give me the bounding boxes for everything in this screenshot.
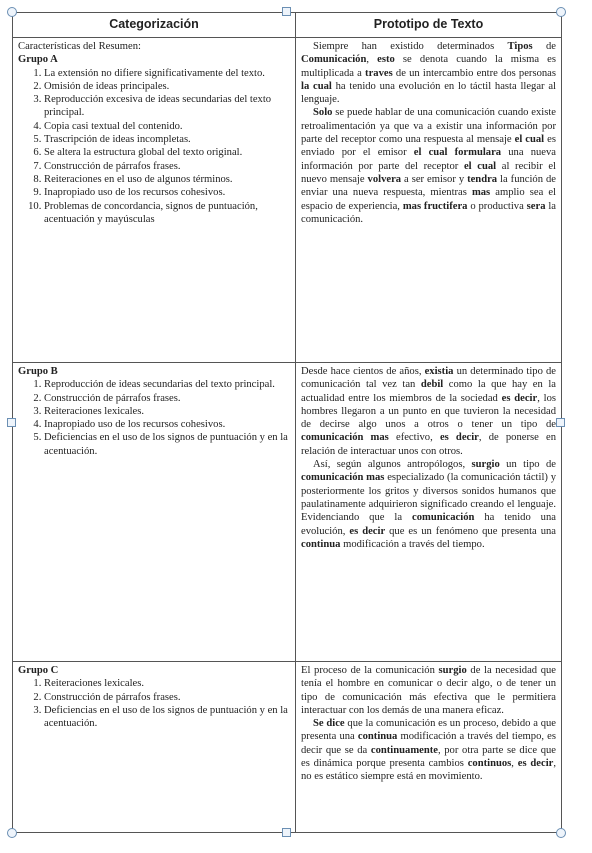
summary-features-label: Características del Resumen: bbox=[18, 41, 141, 52]
resize-handle-bottom-center[interactable] bbox=[282, 828, 291, 837]
list-item: 3. Reiteraciones lexicales. bbox=[44, 405, 290, 418]
group-b-title: Grupo B bbox=[18, 366, 58, 377]
prototype-paragraph: Desde hace cientos de años, existia un determinado tipo de comunicación tal vez tan debil como la que hay en la actualidad entre los miembros de la sociedad es decir, los hombres llegaron a un punto en que tuvieron la necesidad de decirse algo unos a otros o tener un tipo de comunicación mas efectivo, es decir, de ponerse en relación de interactuar unos con otros. bbox=[301, 366, 557, 457]
prototype-paragraph: Se dice que la comunicación es un proceso, debido a que presenta una continua modificación a través del tiempo, es decir que se da continuamente, por otra parte se dice que es dinámica porque presenta cambios continuos, es decir, no es estático siempre está en movimiento. bbox=[301, 718, 557, 783]
group-c-list bbox=[18, 677, 290, 730]
list-item: 3. Reproducción excesiva de ideas secundarias del texto principal. bbox=[44, 93, 290, 120]
list-item: 2. Construcción de párrafos frases. bbox=[44, 392, 290, 405]
list-item: 3. Deficiencias en el uso de los signos de puntuación y en la acentuación. bbox=[44, 704, 290, 731]
comparison-table bbox=[12, 12, 562, 833]
table-row bbox=[13, 662, 562, 833]
list-item: 5. Trascripción de ideas incompletas. bbox=[44, 133, 290, 146]
list-item: 2. Omisión de ideas principales. bbox=[44, 80, 290, 93]
list-item: 7. Construcción de párrafos frases. bbox=[44, 160, 290, 173]
resize-handle-middle-left[interactable] bbox=[7, 418, 16, 427]
prototype-paragraph: Solo se puede hablar de una comunicación cuando existe retroalimentación ya que va a existir una información por parte del receptor como una respuesta al mensaje el cual es enviado por el emisor el cual formulara una nueva información por parte del receptor el cual al recibir el nuevo mensaje volvera a ser emisor y tendra la función de enviar una nueva respuesta, mientras mas amplio sea el espacio de experiencia, mas fructifera o productiva sera la comunicación. bbox=[301, 107, 557, 225]
list-item: 2. Construcción de párrafos frases. bbox=[44, 691, 290, 704]
header-row bbox=[13, 13, 562, 38]
header-categorizacion: Categorización bbox=[13, 13, 296, 38]
list-item: 4. Inapropiado uso de los recursos cohesivos. bbox=[44, 418, 290, 431]
resize-handle-top-right[interactable] bbox=[556, 7, 566, 17]
right-cell-c bbox=[296, 662, 562, 833]
group-a-title: Grupo A bbox=[18, 54, 58, 66]
resize-handle-bottom-left[interactable] bbox=[7, 828, 17, 838]
list-item: 9. Inapropiado uso de los recursos cohesivos. bbox=[44, 186, 290, 199]
prototype-paragraph: Así, según algunos antropólogos, surgio un tipo de comunicación mas especializado (la comunicación táctil) y posteriormente los gritos y diversos sonidos humanos que paulatinamente adquirieron significado creando el lenguaje. Evidenciando que la comunicación ha tenido una evolución, es decir que es un fenómeno que presenta una continua modificación a través del tiempo. bbox=[301, 459, 556, 550]
prototype-paragraph: Siempre han existido determinados Tipos de Comunicación, esto se denota cuando la misma es multiplicada a traves de un intercambio entre dos personas la cual ha tenido una evolución en lo táctil hasta llegar al lenguaje. bbox=[301, 41, 557, 106]
list-item: 1. La extensión no difiere significativamente del texto. bbox=[44, 67, 290, 80]
group-a-list bbox=[18, 67, 290, 227]
list-item: 8. Reiteraciones en el uso de algunos términos. bbox=[44, 173, 290, 186]
prototype-paragraph: El proceso de la comunicación surgio de la necesidad que tenía el hombre en comunicar o decir algo, o de tener un tipo de comunicación más efectiva que le permitiera interactuar con los demás de una manera eficaz. bbox=[301, 665, 556, 716]
resize-handle-top-center[interactable] bbox=[282, 7, 291, 16]
table-row bbox=[13, 38, 562, 363]
list-item: 1. Reproducción de ideas secundarias del texto principal. bbox=[44, 378, 290, 391]
right-cell-b bbox=[296, 363, 562, 662]
header-prototipo: Prototipo de Texto bbox=[296, 13, 562, 38]
resize-handle-top-left[interactable] bbox=[7, 7, 17, 17]
group-b-list bbox=[18, 378, 290, 458]
list-item: 10. Problemas de concordancia, signos de puntuación, acentuación y mayúsculas bbox=[44, 200, 290, 227]
group-c-title: Grupo C bbox=[18, 665, 59, 676]
right-cell-a bbox=[296, 38, 562, 363]
resize-handle-bottom-right[interactable] bbox=[556, 828, 566, 838]
left-cell-c bbox=[13, 662, 296, 833]
list-item: 1. Reiteraciones lexicales. bbox=[44, 677, 290, 690]
resize-handle-middle-right[interactable] bbox=[556, 418, 565, 427]
list-item: 5. Deficiencias en el uso de los signos de puntuación y en la acentuación. bbox=[44, 431, 290, 458]
list-item: 6. Se altera la estructura global del texto original. bbox=[44, 146, 290, 159]
left-cell-b bbox=[13, 363, 296, 662]
left-cell-a bbox=[13, 38, 296, 363]
table-row bbox=[13, 363, 562, 662]
list-item: 4. Copia casi textual del contenido. bbox=[44, 120, 290, 133]
